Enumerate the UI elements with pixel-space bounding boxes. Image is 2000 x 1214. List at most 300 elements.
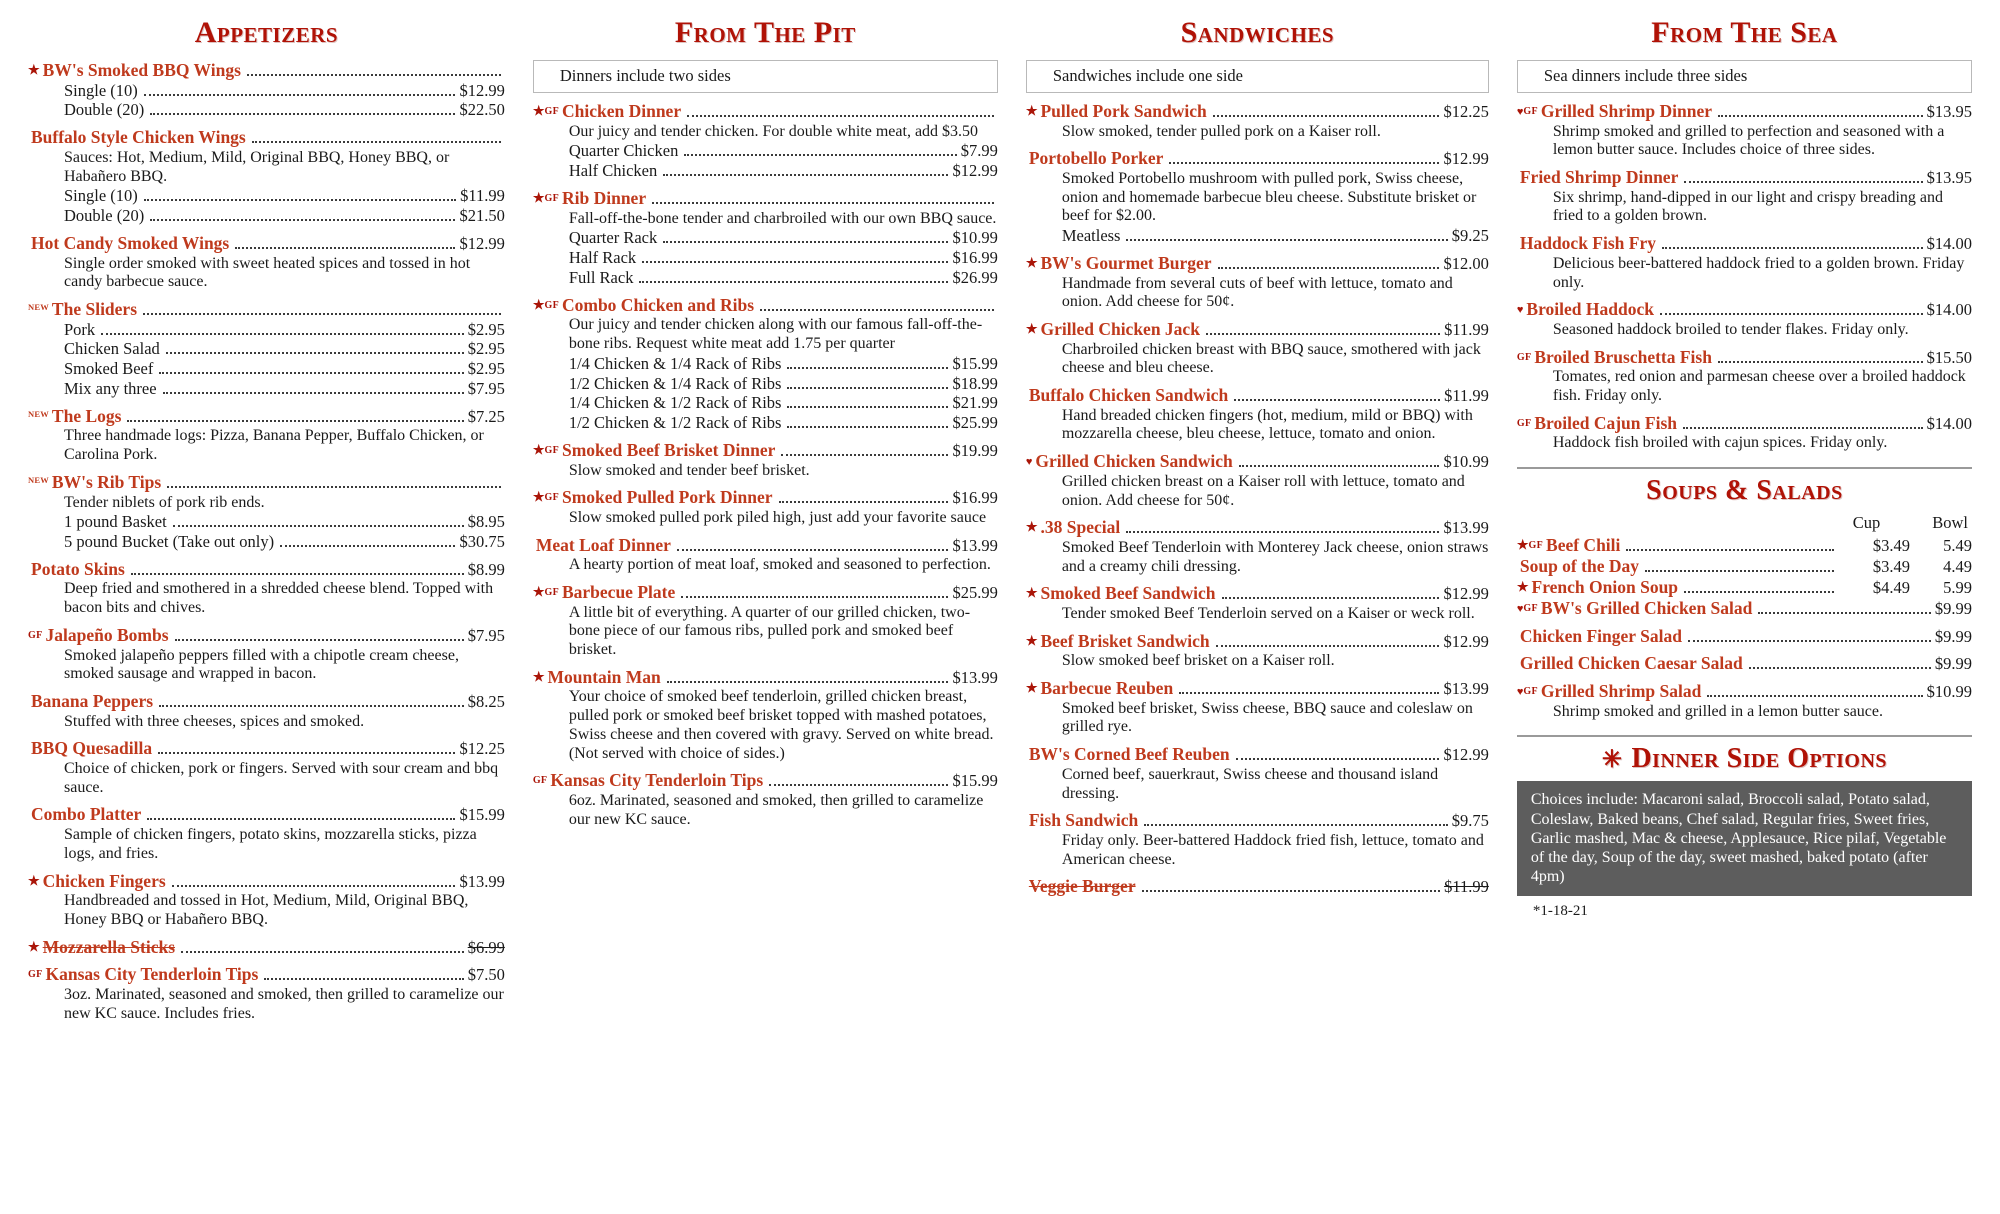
- salad-price: $9.99: [1934, 654, 1972, 674]
- pit-include-note: Dinners include two sides: [533, 60, 998, 93]
- menu-item-price: $7.95: [467, 625, 505, 645]
- menu-item-description: Shrimp smoked and grilled to perfection and seasoned with a lemon butter sauce. Includes choice of three sides.: [1552, 122, 1945, 159]
- menu-item-name: .38 Special: [1040, 517, 1121, 538]
- item-marks: [533, 667, 545, 688]
- option-label: Double (20): [64, 100, 145, 120]
- menu-item-name: Kansas City Tenderloin Tips: [45, 964, 259, 985]
- menu-item: [28, 127, 505, 226]
- menu-item-description: Stuffed with three cheeses, spices and smoked.: [64, 712, 365, 730]
- menu-item-head: [28, 60, 505, 81]
- menu-item: [28, 60, 505, 120]
- menu-item-head: [533, 487, 998, 508]
- dot-leader: [1169, 154, 1439, 164]
- dot-leader: [1179, 684, 1439, 694]
- soup-row: [1517, 556, 1972, 577]
- menu-item-head: [1026, 253, 1489, 274]
- menu-item-name: Potato Skins: [31, 558, 125, 579]
- menu-item-description: A hearty portion of meat loaf, smoked and seasoned to perfection.: [568, 556, 991, 574]
- menu-item-price: $13.95: [1926, 168, 1972, 188]
- item-marks: [28, 60, 40, 81]
- menu-item: [1026, 876, 1489, 897]
- dot-leader: [1660, 305, 1923, 315]
- menu-item-head: [1026, 678, 1489, 699]
- column-from-the-sea: [1503, 10, 1986, 1214]
- menu-item-option: [533, 268, 998, 288]
- soup-name: Soup of the Day: [1519, 556, 1639, 577]
- item-marks: [1026, 319, 1038, 340]
- menu-item-name: Grilled Chicken Sandwich: [1035, 451, 1233, 472]
- menu-item-head: [28, 964, 505, 985]
- menu-item: [1517, 167, 1972, 226]
- menu-item-head: [1026, 319, 1489, 340]
- item-marks: [1517, 535, 1543, 556]
- soup-cup-price: $4.49: [1872, 578, 1910, 598]
- menu-item-option: [533, 228, 998, 248]
- salad-description: Shrimp smoked and grilled in a lemon butter sauce.: [1552, 702, 1884, 720]
- dot-leader: [181, 943, 464, 953]
- menu-item-price: $8.99: [467, 559, 505, 579]
- menu-item: [533, 188, 998, 288]
- menu-item-name: Barbecue Plate: [561, 582, 676, 603]
- menu-item-option: [533, 161, 998, 181]
- dot-leader: [1216, 637, 1440, 647]
- star-icon: ★: [1516, 579, 1529, 595]
- option-price: $2.95: [467, 359, 505, 379]
- star-icon: ★: [532, 668, 545, 684]
- menu-item-description: Sauces: Hot, Medium, Mild, Original BBQ, Honey BBQ, or Habañero BBQ.: [64, 148, 450, 185]
- item-marks: [1026, 101, 1038, 122]
- menu-item-name: Buffalo Style Chicken Wings: [31, 127, 246, 148]
- star-icon: ★: [28, 872, 40, 888]
- item-marks: [1026, 631, 1038, 652]
- menu-item-head: [28, 738, 505, 759]
- menu-item-price: $12.00: [1443, 253, 1489, 273]
- option-label: Half Chicken: [568, 161, 658, 181]
- menu-item-price: $13.99: [1443, 518, 1489, 538]
- menu-item-head: [28, 559, 505, 580]
- menu-item-price: $12.25: [1443, 102, 1489, 121]
- menu-item-name: Beef Brisket Sandwich: [1040, 630, 1210, 651]
- item-marks: [1517, 598, 1538, 619]
- option-price: $18.99: [952, 373, 998, 393]
- gluten-free-icon: GF: [544, 492, 559, 504]
- gluten-free-icon: GF: [1516, 351, 1532, 363]
- option-label: Pork: [64, 319, 96, 339]
- dot-leader: [779, 493, 949, 503]
- star-icon: ★: [532, 296, 545, 312]
- menu-item-price: $12.99: [1443, 584, 1489, 604]
- item-marks: [28, 472, 49, 493]
- option-price: $8.95: [467, 512, 505, 532]
- menu-item-description: Fall-off-the-bone tender and charbroiled with our own BBQ sauce.: [568, 209, 997, 227]
- menu-item-head: [1517, 413, 1972, 434]
- menu-item-name: Grilled Shrimp Dinner: [1540, 101, 1713, 121]
- menu-item-price: $19.99: [952, 440, 998, 460]
- menu-item-price: $25.99: [952, 583, 998, 603]
- menu-item: [1026, 148, 1489, 246]
- menu-item-option: [28, 320, 505, 340]
- dot-leader: [1234, 391, 1440, 401]
- menu-item-head: [28, 299, 505, 320]
- menu-item-price: $10.99: [1443, 452, 1489, 472]
- menu-item-price: $15.50: [1926, 347, 1972, 367]
- menu-item-head: [28, 871, 505, 892]
- soup-row: [1517, 535, 1972, 556]
- menu-item: [533, 535, 998, 575]
- soup-cup-price: $3.49: [1872, 536, 1910, 556]
- soup-row: [1517, 577, 1972, 598]
- dot-leader: [150, 105, 455, 115]
- dot-leader: [1662, 239, 1923, 249]
- dinner-side-options-label: Dinner Side Options: [1631, 743, 1888, 775]
- menu-item: [1517, 101, 1972, 160]
- dot-leader: [667, 673, 949, 683]
- sandwiches-item-list: [1026, 101, 1489, 897]
- item-marks: [533, 440, 559, 461]
- dot-leader: [159, 364, 463, 374]
- salad-price: $9.99: [1934, 599, 1972, 619]
- menu-item-name: BW's Gourmet Burger: [1040, 252, 1212, 273]
- dot-leader: [1684, 583, 1834, 593]
- menu-item-head: [1026, 148, 1489, 169]
- menu-item: [1026, 319, 1489, 378]
- menu-item: [533, 487, 998, 527]
- dot-leader: [150, 211, 455, 221]
- menu-item-head: [533, 440, 998, 461]
- dot-leader: [166, 344, 464, 354]
- option-price: $21.99: [952, 393, 998, 413]
- menu-item-description: Single order smoked with sweet heated spices and tossed in hot candy barbecue sauce.: [64, 254, 471, 291]
- dot-leader: [175, 631, 464, 641]
- dot-leader: [1222, 589, 1440, 599]
- menu-item-price: $11.99: [1444, 877, 1489, 897]
- dinner-side-options-text: Choices include: Macaroni salad, Broccoli salad, Potato salad, Coleslaw, Baked beans, Chef salad, Regular fries, Sweet fries, Garlic mashed, Mac & cheese, Applesauce, Rice pilaf, Vegetable of the day, Soup of the day, sweet mashed, baked potato (after 4pm): [1517, 781, 1972, 896]
- dot-leader: [1758, 604, 1930, 614]
- dot-leader: [167, 478, 501, 488]
- menu-item-name: Buffalo Chicken Sandwich: [1028, 385, 1229, 406]
- menu-item-price: $12.99: [1443, 149, 1489, 169]
- menu-item: [533, 770, 998, 829]
- menu-item-name: Pulled Pork Sandwich: [1040, 101, 1207, 121]
- menu-item-price: $13.99: [952, 667, 998, 687]
- item-marks: [28, 871, 40, 892]
- dot-leader: [769, 776, 948, 786]
- dot-leader: [1626, 541, 1834, 551]
- dot-leader: [1645, 562, 1834, 572]
- menu-item-name: Portobello Porker: [1028, 148, 1164, 169]
- salad-name: Grilled Shrimp Salad: [1540, 680, 1702, 701]
- section-title-appetizers: Appetizers: [194, 16, 339, 49]
- appetizers-item-list: [28, 60, 505, 1023]
- heart-icon: ♥: [1516, 106, 1524, 118]
- dot-leader: [787, 359, 948, 369]
- option-price: $9.25: [1451, 226, 1489, 246]
- menu-item-option: [28, 81, 505, 101]
- menu-item-name: Fish Sandwich: [1028, 810, 1139, 831]
- dot-leader: [1218, 259, 1440, 269]
- dot-leader: [235, 239, 455, 249]
- menu-item-description: Charbroiled chicken breast with BBQ sauce, smothered with jack cheese and bleu cheese.: [1061, 340, 1481, 377]
- menu-item-description: Friday only. Beer-battered Haddock fried fish, lettuce, tomato and American cheese.: [1061, 831, 1484, 868]
- divider-soups: [1517, 467, 1972, 469]
- menu-item-name: Combo Platter: [31, 804, 142, 825]
- dot-leader: [1683, 419, 1923, 429]
- menu-item: [1026, 583, 1489, 623]
- option-label: Single (10): [64, 186, 138, 206]
- star-icon: ★: [532, 489, 545, 505]
- menu-item-head: [28, 804, 505, 825]
- menu-item: [28, 691, 505, 731]
- menu-item-option: [28, 206, 505, 226]
- menu-item: [1517, 413, 1972, 453]
- menu-item: [1517, 299, 1972, 339]
- menu-item: [1026, 810, 1489, 869]
- dot-leader: [652, 194, 994, 204]
- menu-item: [28, 559, 505, 618]
- salad-price: $9.99: [1934, 626, 1972, 646]
- heart-icon: ♥: [1516, 685, 1524, 698]
- menu-item-name: Smoked Beef Sandwich: [1040, 583, 1216, 604]
- menu-item: [533, 295, 998, 433]
- soup-cup-price: $3.49: [1872, 557, 1910, 577]
- menu-item: [1517, 347, 1972, 406]
- menu-item-name: The Sliders: [51, 298, 138, 319]
- menu-item: [1026, 678, 1489, 737]
- option-label: 1/2 Chicken & 1/4 Rack of Ribs: [568, 373, 782, 393]
- menu-item-option: [28, 359, 505, 379]
- menu-item: [28, 937, 505, 958]
- menu-item-description: Hand breaded chicken fingers (hot, medium, mild or BBQ) with mozzarella cheese, bleu cheese, lettuce, tomato and onion.: [1061, 406, 1473, 443]
- menu-item-head: [1026, 583, 1489, 604]
- gluten-free-icon: GF: [544, 106, 559, 117]
- menu-item-head: [1026, 876, 1489, 897]
- menu-item-option: [533, 248, 998, 268]
- dot-leader: [1688, 632, 1931, 642]
- sea-item-list: [1517, 101, 1972, 453]
- dot-leader: [173, 517, 464, 527]
- menu-item: [28, 472, 505, 552]
- menu-item-description: Deep fried and smothered in a shredded cheese blend. Topped with bacon bits and chives.: [64, 580, 494, 617]
- dot-leader: [247, 66, 501, 76]
- menu-item: [1026, 631, 1489, 671]
- menu-item-description: Tender niblets of pork rib ends.: [64, 493, 265, 511]
- menu-item-head: [28, 233, 505, 254]
- option-label: Half Rack: [568, 248, 637, 268]
- dot-leader: [1142, 882, 1441, 892]
- dot-leader: [639, 273, 948, 283]
- menu-item-head: [28, 127, 505, 148]
- dot-leader: [663, 166, 948, 176]
- dot-leader: [1239, 457, 1440, 467]
- gluten-free-icon: GF: [1528, 540, 1544, 552]
- menu-item-price: $7.25: [467, 406, 505, 426]
- dot-leader: [147, 810, 455, 820]
- menu-item-head: [1026, 517, 1489, 538]
- menu-item-description: Three handmade logs: Pizza, Banana Pepper, Buffalo Chicken, or Carolina Pork.: [64, 427, 484, 464]
- menu-item-description: 3oz. Marinated, seasoned and smoked, then grilled to caramelize our new KC sauce. Includes fries.: [64, 985, 504, 1022]
- option-label: 1/2 Chicken & 1/2 Rack of Ribs: [568, 413, 782, 433]
- menu-footnote: *1-18-21: [1532, 903, 1588, 920]
- menu-item-head: [1026, 101, 1489, 122]
- option-label: Mix any three: [64, 379, 157, 399]
- menu-item-description: Slow smoked, tender pulled pork on a Kaiser roll.: [1061, 122, 1381, 140]
- option-price: $2.95: [467, 339, 505, 359]
- menu-item-price: $13.99: [1443, 679, 1489, 699]
- menu-item-option: [28, 512, 505, 532]
- menu-item-head: [533, 667, 998, 688]
- pit-item-list: [533, 101, 998, 829]
- dot-leader: [280, 537, 455, 547]
- menu-item-name: Chicken Fingers: [42, 870, 166, 891]
- option-label: Chicken Salad: [64, 339, 160, 359]
- option-price: $12.99: [952, 161, 998, 181]
- menu-item-description: 6oz. Marinated, seasoned and smoked, then grilled to caramelize our new KC sauce.: [568, 792, 984, 828]
- menu-item-head: [1517, 167, 1972, 188]
- salad-head: [1517, 626, 1972, 647]
- menu-item: [1026, 253, 1489, 312]
- menu-item-description: Six shrimp, hand-dipped in our light and crispy breading and fried to a golden brown.: [1552, 188, 1944, 225]
- menu-item-name: Barbecue Reuben: [1040, 678, 1174, 699]
- item-marks: [1026, 517, 1038, 538]
- menu-item-name: Fried Shrimp Dinner: [1519, 167, 1679, 188]
- menu-item-option: [28, 186, 505, 206]
- menu-item-name: Meat Loaf Dinner: [535, 534, 671, 555]
- column-from-the-pit: [519, 10, 1012, 1214]
- star-icon: ★: [1025, 321, 1038, 337]
- section-title-sandwiches: Sandwiches: [1180, 16, 1335, 49]
- item-marks: [1517, 101, 1538, 122]
- salad-name: Grilled Chicken Caesar Salad: [1519, 653, 1743, 674]
- menu-item-description: Smoked Portobello mushroom with pulled pork, Swiss cheese, onion and homemade barbecue bleu cheese. Substitute brisket or beef for $2.00.: [1061, 170, 1477, 225]
- gluten-free-icon: GF: [532, 775, 548, 787]
- option-label: 1/4 Chicken & 1/2 Rack of Ribs: [568, 393, 782, 413]
- soup-bowl-price: 5.99: [1943, 578, 1972, 598]
- option-label: 1/4 Chicken & 1/4 Rack of Ribs: [568, 353, 782, 373]
- option-price: $7.99: [960, 141, 998, 161]
- item-marks: [1517, 347, 1532, 368]
- menu-item-head: [533, 295, 998, 316]
- dot-leader: [101, 325, 464, 335]
- dot-leader: [127, 412, 463, 422]
- menu-item-price: $12.99: [459, 233, 505, 253]
- menu-item-description: Our juicy and tender chicken along with our famous fall-off-the-bone ribs. Request white meat add 1.75 per quarter: [568, 316, 983, 353]
- star-icon: ★: [1025, 632, 1038, 648]
- asterisk-icon: ✳: [1601, 746, 1623, 773]
- menu-item: [28, 871, 505, 930]
- menu-item-head: [1517, 347, 1972, 368]
- dot-leader: [1718, 107, 1923, 117]
- menu-item-price: $8.25: [467, 692, 505, 711]
- dot-leader: [760, 301, 994, 311]
- menu-item-description: Haddock fish broiled with cajun spices. Friday only.: [1552, 434, 1888, 452]
- menu-item-name: BW's Corned Beef Reuben: [1028, 744, 1230, 765]
- menu-item-price: $11.99: [1444, 386, 1489, 406]
- soups-rows: [1517, 535, 1972, 598]
- menu-item: [533, 101, 998, 181]
- menu-item: [533, 440, 998, 480]
- menu-item-option: [28, 339, 505, 359]
- dot-leader: [787, 379, 948, 389]
- dot-leader: [131, 565, 464, 575]
- salad-item: [1517, 681, 1972, 721]
- dot-leader: [1126, 523, 1439, 533]
- column-sandwiches: [1012, 10, 1503, 1214]
- salad-head: [1517, 598, 1972, 619]
- menu-item-price: $14.00: [1926, 413, 1972, 433]
- option-price: $30.75: [459, 532, 505, 552]
- option-label: Single (10): [64, 80, 138, 100]
- menu-item-name: Smoked Beef Brisket Dinner: [561, 439, 776, 460]
- menu-item-price: $6.99: [467, 937, 505, 957]
- menu-item-name: Rib Dinner: [561, 187, 647, 208]
- section-title-from-the-sea: From The Sea: [1651, 16, 1838, 49]
- menu-item-head: [1026, 631, 1489, 652]
- option-price: $12.99: [459, 80, 505, 100]
- dot-leader: [144, 191, 456, 201]
- option-label: Double (20): [64, 206, 145, 226]
- new-badge-icon: NEW: [28, 301, 49, 312]
- menu-item-description: Slow smoked pulled pork piled high, just add your favorite sauce: [568, 508, 987, 526]
- menu-item-head: [1026, 744, 1489, 765]
- menu-item-head: [28, 406, 505, 427]
- menu-item-description: Smoked Beef Tenderloin with Monterey Jack cheese, onion straws and a creamy chili dressing.: [1061, 538, 1489, 575]
- menu-item-head: [533, 535, 998, 556]
- menu-item-head: [1517, 299, 1972, 320]
- menu-item-price: $13.95: [1926, 102, 1972, 121]
- menu-item: [28, 964, 505, 1023]
- menu-item-head: [533, 101, 998, 122]
- menu-item-price: $15.99: [459, 805, 505, 825]
- menu-item-description: Tender smoked Beef Tenderloin served on a Kaiser or weck roll.: [1061, 604, 1475, 622]
- menu-item-head: [533, 582, 998, 603]
- dot-leader: [163, 384, 464, 394]
- option-price: $22.50: [459, 100, 505, 120]
- menu-item-price: $12.99: [1443, 631, 1489, 651]
- menu-item-price: $13.99: [459, 871, 505, 891]
- dot-leader: [787, 418, 948, 428]
- salad-item: [1517, 653, 1972, 674]
- menu-item: [28, 299, 505, 399]
- menu-item-price: $16.99: [952, 488, 998, 508]
- heart-icon: ♥: [1516, 603, 1524, 616]
- dot-leader: [1707, 687, 1922, 697]
- sea-include-note: Sea dinners include three sides: [1517, 60, 1972, 93]
- menu-item-option: [28, 379, 505, 399]
- option-price: $10.99: [952, 228, 998, 248]
- menu-item-description: Smoked jalapeño peppers filled with a chipotle cream cheese, smoked sausage and wrapped in bacon.: [64, 646, 459, 683]
- dot-leader: [1144, 816, 1447, 826]
- gluten-free-icon: GF: [544, 444, 559, 456]
- menu-item-name: Kansas City Tenderloin Tips: [550, 770, 764, 791]
- section-title-dinner-side-options: [1517, 743, 1972, 775]
- gluten-free-icon: GF: [1516, 417, 1532, 429]
- menu-item: [1026, 385, 1489, 444]
- dot-leader: [781, 446, 948, 456]
- menu-item-price: $14.00: [1926, 234, 1972, 254]
- menu-item-description: Slow smoked beef brisket on a Kaiser roll.: [1061, 652, 1335, 670]
- option-label: Meatless: [1061, 226, 1121, 246]
- menu-item-description: Handmade from several cuts of beef with lettuce, tomato and onion. Add cheese for 50¢.: [1061, 274, 1453, 311]
- menu-item-option: [28, 100, 505, 120]
- menu-item: [1026, 451, 1489, 510]
- star-icon: ★: [1025, 585, 1038, 601]
- option-label: 1 pound Basket: [64, 512, 167, 532]
- menu-item-description: Sample of chicken fingers, potato skins, mozzarella sticks, pizza logs, and fries.: [64, 826, 477, 862]
- dot-leader: [663, 233, 948, 243]
- menu-item-option: [1026, 226, 1489, 246]
- column-appetizers: [14, 10, 519, 1214]
- option-price: $7.95: [467, 379, 505, 399]
